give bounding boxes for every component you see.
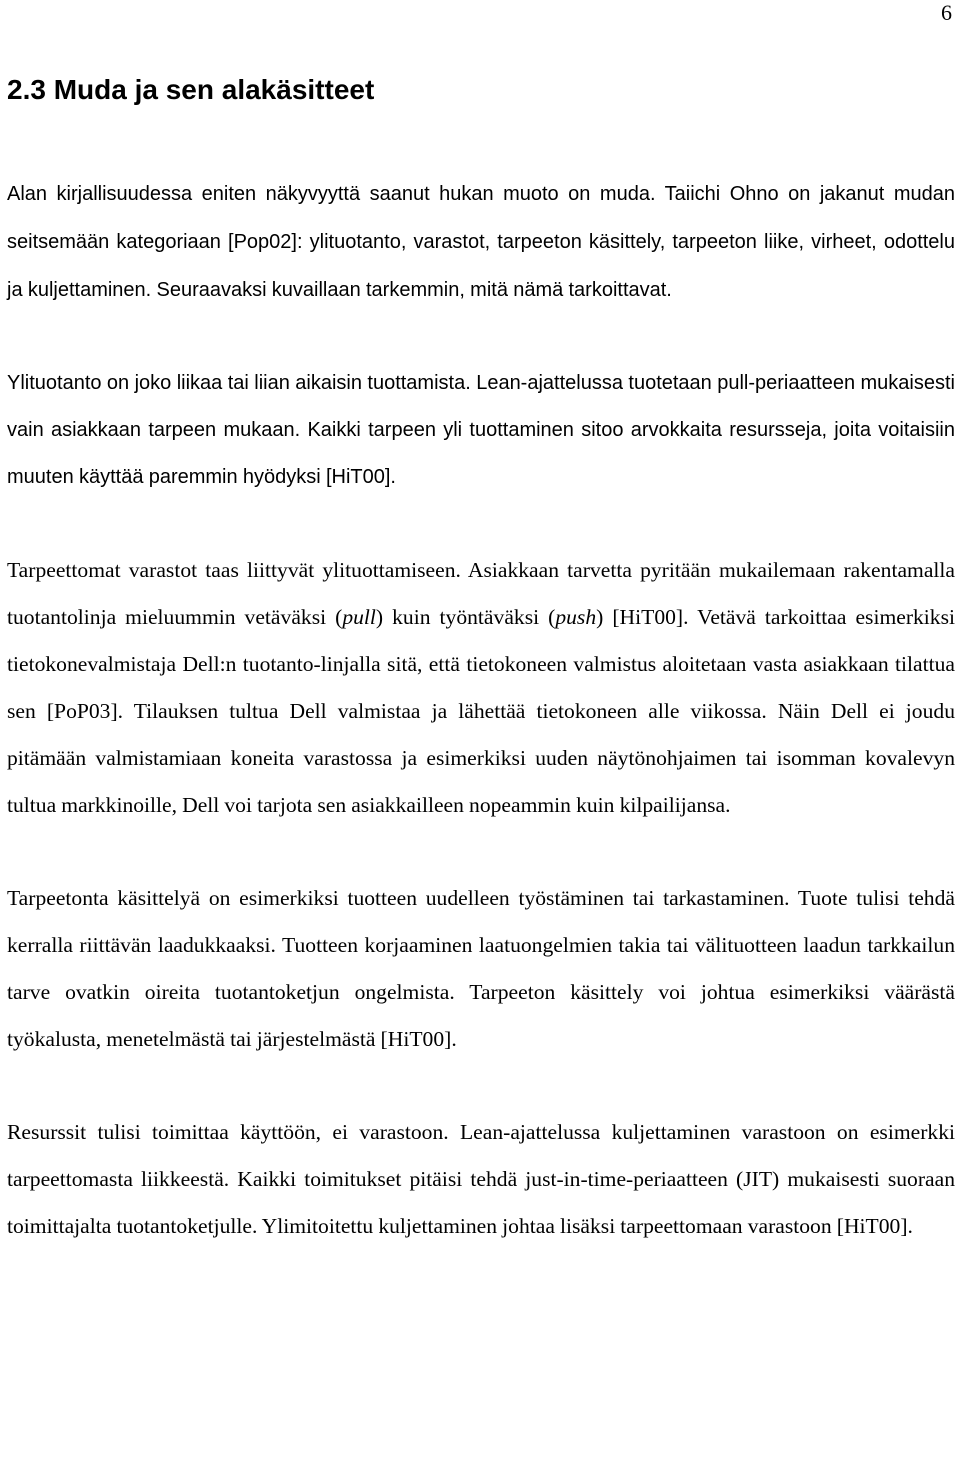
paragraph-transport: Resurssit tulisi toimittaa käyttöön, ei varastoon. Lean-ajattelussa kuljettaminen varastoon on esimerkki tarpeettomasta liikkeestä. Kaikki toimitukset pitäisi tehdä just-in-time-periaatteen (JIT) mukaisesti suoraan toimittajalta tuotantoketjulle. Ylimitoitettu kuljettaminen johtaa lisäksi tarpeettomaan varastoon [HiT00]. [7, 1120, 955, 1238]
page-number: 6 [941, 0, 952, 25]
paragraph-unnecessary-processing: Tarpeetonta käsittelyä on esimerkiksi tuotteen uudelleen työstäminen tai tarkastaminen. Tuote tulisi tehdä kerralla riittävän laadukkaaksi. Tuotteen korjaaminen laatuongelmien takia tai välituotteen laadun tarkkailun tarve ovatkin oireita tuotantoketjun ongelmista. Tarpeeton käsittely voi johtua esimerkiksi väärästä työkalusta, menetelmästä tai järjestelmästä [HiT00]. [7, 886, 955, 1051]
paragraph-inventory [7, 547, 955, 829]
term-push: push [555, 605, 597, 629]
section-heading: 2.3 Muda ja sen alakäsitteet [7, 74, 375, 105]
paragraph-inventory-text-2: ) kuin työntäväksi ( [375, 605, 556, 629]
paragraph-intro-rest: Taiichi Ohno on jakanut mudan seitsemään kategoriaan [Pop02]: ylituotanto, varastot, tarpeeton käsittely, tarpeeton liike, virheet, odottelu ja kuljettaminen. Seuraavaksi kuvaillaan tarkemmin, mitä nämä tarkoittavat. [7, 183, 955, 301]
term-pull: pull [342, 605, 376, 629]
paragraph-intro-sentence: Alan kirjallisuudessa eniten näkyvyyttä saanut hukan muoto on muda. [7, 183, 656, 205]
paragraph-inventory-text-3: ) [HiT00]. Vetävä tarkoittaa esimerkiksi tietokonevalmistaja Dell:n tuotanto-linjalla sitä, että tietokoneen valmistus aloitetaan vasta asiakkaan tilattua sen [PoP03]. Tilauksen tultua Dell valmistaa ja lähettää tietokoneen alle viikossa. Näin Dell ei joudu pitämään valmistamiaan koneita varastossa ja esimerkiksi uuden näytönohjaimen tai isomman kovalevyn tultua markkinoille, Dell voi tarjota sen asiakkailleen nopeammin kuin kilpailijansa. [7, 605, 956, 817]
paragraph-overproduction: Ylituotanto on joko liikaa tai liian aikaisin tuottamista. Lean-ajattelussa tuotetaan pull-periaatteen mukaisesti vain asiakkaan tarpeen mukaan. Kaikki tarpeen yli tuottaminen sitoo arvokkaita resursseja, joita voitaisiin muuten käyttää paremmin hyödyksi [HiT00]. [7, 372, 955, 488]
document-body [7, 170, 955, 1250]
paragraph-muda-intro [7, 170, 955, 314]
paragraph-inventory-text-1: Tarpeettomat varastot taas liittyvät ylituottamiseen. Asiakkaan tarvetta pyritään mukailemaan rakentamalla tuotantolinja mieluummin vetäväksi ( [7, 558, 955, 629]
